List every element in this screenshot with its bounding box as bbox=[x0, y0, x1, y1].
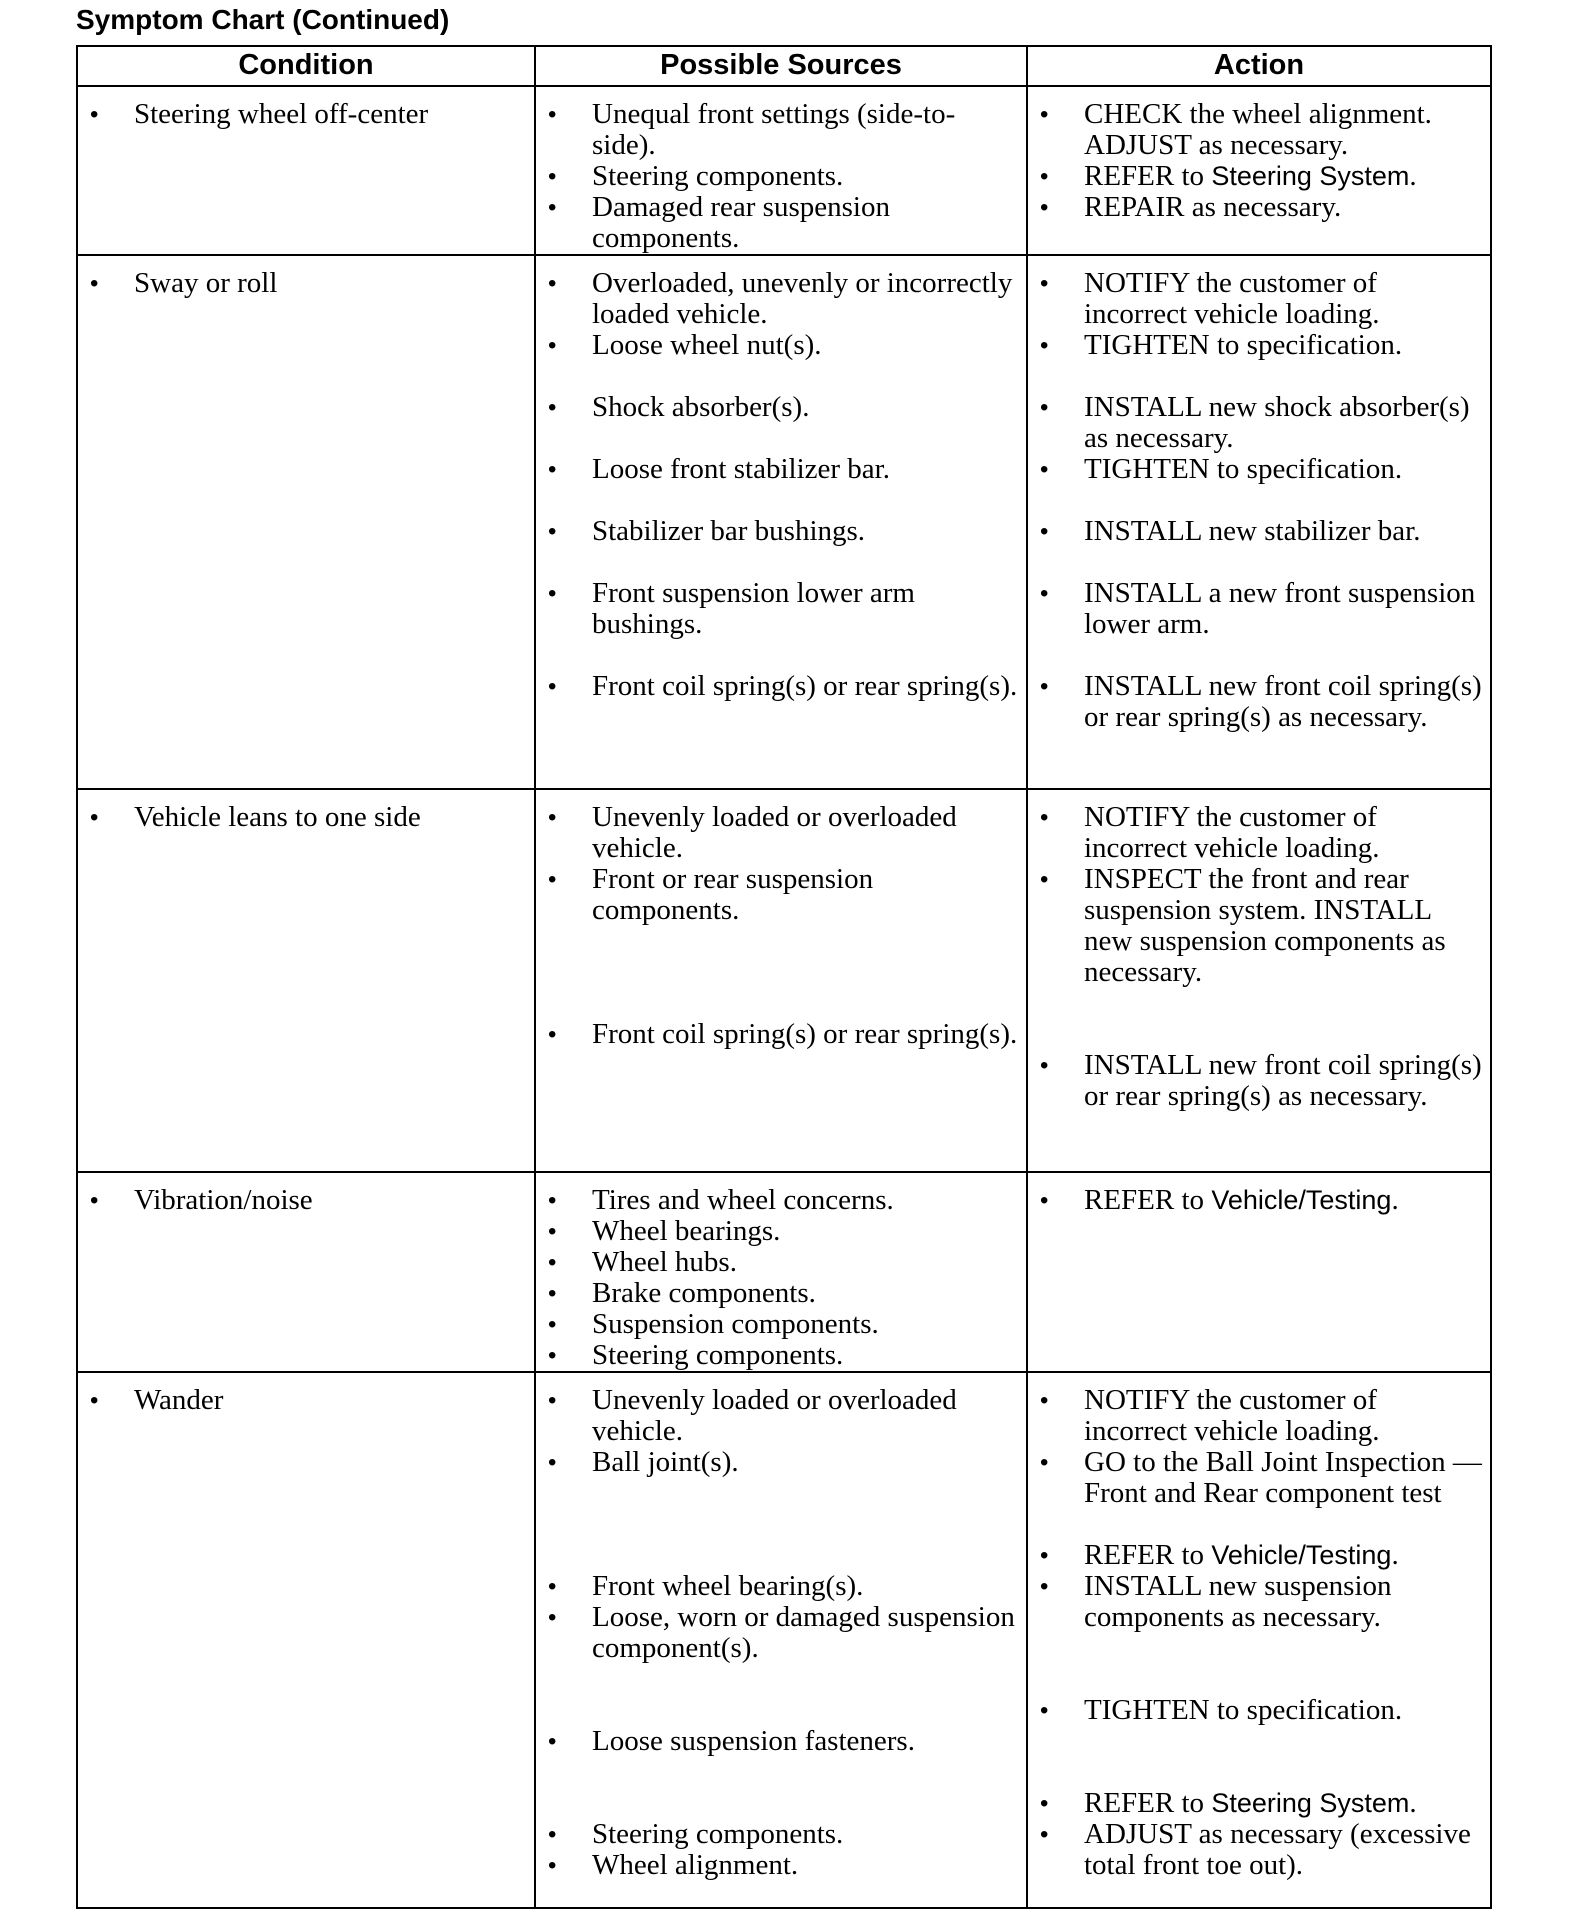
action-item bbox=[1028, 1788, 1482, 1819]
condition-text: • Wander bbox=[78, 1385, 526, 1416]
action-text: . bbox=[1391, 1539, 1399, 1571]
action-item: • ADJUST as necessary (excessive total front toe out). bbox=[1028, 1819, 1482, 1881]
action-cell bbox=[1027, 1172, 1491, 1372]
sources-cell bbox=[535, 1372, 1027, 1908]
source-item: • Ball joint(s). bbox=[536, 1447, 1018, 1478]
action-item bbox=[1028, 161, 1482, 192]
source-item: • Steering components. bbox=[536, 161, 1018, 192]
table-row bbox=[77, 1372, 1491, 1908]
action-item: • INSTALL new suspension components as necessary. bbox=[1028, 1571, 1482, 1633]
cross-reference: Vehicle/Testing bbox=[1211, 1185, 1392, 1215]
source-item: • Front wheel bearing(s). bbox=[536, 1571, 1018, 1602]
source-item: • Front coil spring(s) or rear spring(s). bbox=[536, 1019, 1018, 1050]
source-item: • Loose wheel nut(s). bbox=[536, 330, 1018, 361]
source-item: • Wheel alignment. bbox=[536, 1850, 1018, 1881]
action-item: • INSTALL new shock absorber(s) as necessary. bbox=[1028, 392, 1482, 454]
action-item: • INSTALL new stabilizer bar. bbox=[1028, 516, 1482, 547]
source-item: • Loose front stabilizer bar. bbox=[536, 454, 1018, 485]
action-item: • INSPECT the front and rear suspension system. INSTALL new suspension components as necessary. bbox=[1028, 864, 1482, 988]
source-item: • Shock absorber(s). bbox=[536, 392, 1018, 423]
condition-cell bbox=[77, 1372, 535, 1908]
source-item: • Front coil spring(s) or rear spring(s). bbox=[536, 671, 1018, 702]
source-item: • Loose suspension fasteners. bbox=[536, 1726, 1018, 1757]
source-item: • Steering components. bbox=[536, 1819, 1018, 1850]
cross-reference: Steering System bbox=[1211, 161, 1410, 191]
symptom-chart-table bbox=[76, 45, 1492, 1909]
source-item: • Front suspension lower arm bushings. bbox=[536, 578, 1018, 640]
source-item: • Unevenly loaded or overloaded vehicle. bbox=[536, 1385, 1018, 1447]
action-text: REFER to bbox=[1084, 1184, 1212, 1216]
sources-cell bbox=[535, 789, 1027, 1172]
source-item: • Front or rear suspension components. bbox=[536, 864, 1018, 926]
source-item: • Loose, worn or damaged suspension component(s). bbox=[536, 1602, 1018, 1664]
action-item bbox=[1028, 1540, 1482, 1571]
action-item: • INSTALL a new front suspension lower arm. bbox=[1028, 578, 1482, 640]
table-row bbox=[77, 86, 1491, 255]
condition-cell bbox=[77, 255, 535, 789]
source-item: • Wheel hubs. bbox=[536, 1247, 1018, 1278]
condition-cell bbox=[77, 1172, 535, 1372]
action-item: • TIGHTEN to specification. bbox=[1028, 330, 1482, 361]
action-text: . bbox=[1409, 1787, 1417, 1819]
source-item: • Tires and wheel concerns. bbox=[536, 1185, 1018, 1216]
action-cell bbox=[1027, 255, 1491, 789]
action-text: . bbox=[1409, 160, 1417, 192]
source-item: • Damaged rear suspension components. bbox=[536, 192, 1018, 254]
action-item: • CHECK the wheel alignment. ADJUST as necessary. bbox=[1028, 99, 1482, 161]
source-item: • Steering components. bbox=[536, 1340, 1018, 1371]
table-row bbox=[77, 789, 1491, 1172]
condition-cell bbox=[77, 789, 535, 1172]
table-header-row bbox=[77, 46, 1491, 86]
action-item: • TIGHTEN to specification. bbox=[1028, 1695, 1482, 1726]
table-row bbox=[77, 255, 1491, 789]
column-header-condition: Condition bbox=[77, 46, 535, 86]
action-item: • NOTIFY the customer of incorrect vehicle loading. bbox=[1028, 802, 1482, 864]
sources-cell bbox=[535, 255, 1027, 789]
cross-reference: Steering System bbox=[1211, 1788, 1410, 1818]
condition-text: • Steering wheel off-center bbox=[78, 99, 526, 130]
action-item: • TIGHTEN to specification. bbox=[1028, 454, 1482, 485]
table-row bbox=[77, 1172, 1491, 1372]
action-item: • REPAIR as necessary. bbox=[1028, 192, 1482, 223]
action-item: • GO to the Ball Joint Inspection — Front and Rear component test bbox=[1028, 1447, 1482, 1509]
condition-text: • Sway or roll bbox=[78, 268, 526, 299]
page-title: Symptom Chart (Continued) bbox=[76, 4, 450, 35]
action-text: . bbox=[1391, 1184, 1399, 1216]
action-text: REFER to bbox=[1084, 1539, 1212, 1571]
action-cell bbox=[1027, 86, 1491, 255]
condition-cell bbox=[77, 86, 535, 255]
action-item: • INSTALL new front coil spring(s) or rear spring(s) as necessary. bbox=[1028, 671, 1482, 733]
action-item: • NOTIFY the customer of incorrect vehicle loading. bbox=[1028, 268, 1482, 330]
cross-reference: Vehicle/Testing bbox=[1211, 1540, 1392, 1570]
sources-cell bbox=[535, 86, 1027, 255]
action-item: • INSTALL new front coil spring(s) or rear spring(s) as necessary. bbox=[1028, 1050, 1482, 1112]
condition-text: • Vibration/noise bbox=[78, 1185, 526, 1216]
source-item: • Unevenly loaded or overloaded vehicle. bbox=[536, 802, 1018, 864]
condition-text: • Vehicle leans to one side bbox=[78, 802, 526, 833]
action-item bbox=[1028, 1185, 1482, 1216]
action-item: • NOTIFY the customer of incorrect vehicle loading. bbox=[1028, 1385, 1482, 1447]
action-cell bbox=[1027, 789, 1491, 1172]
sources-cell bbox=[535, 1172, 1027, 1372]
source-item: • Overloaded, unevenly or incorrectly loaded vehicle. bbox=[536, 268, 1018, 330]
source-item: • Suspension components. bbox=[536, 1309, 1018, 1340]
source-item: • Wheel bearings. bbox=[536, 1216, 1018, 1247]
action-text: REFER to bbox=[1084, 1787, 1212, 1819]
column-header-possible-sources: Possible Sources bbox=[535, 46, 1027, 86]
source-item: • Brake components. bbox=[536, 1278, 1018, 1309]
action-cell bbox=[1027, 1372, 1491, 1908]
source-item: • Unequal front settings (side-to-side). bbox=[536, 99, 1018, 161]
source-item: • Stabilizer bar bushings. bbox=[536, 516, 1018, 547]
column-header-action: Action bbox=[1027, 46, 1491, 86]
action-text: REFER to bbox=[1084, 160, 1212, 192]
